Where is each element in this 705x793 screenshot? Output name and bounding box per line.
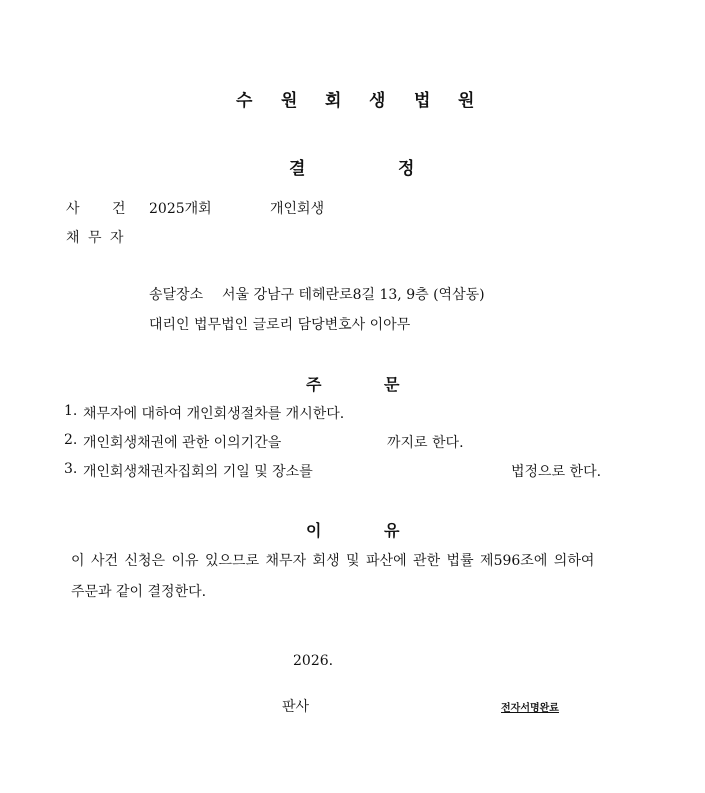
court-name-char: 회 (325, 91, 342, 111)
order-title-char: 주 (306, 375, 322, 394)
electronic-signature: 전자서명완료 (501, 703, 559, 714)
reason-title-char: 이 (306, 521, 322, 540)
decision-title-char: 정 (398, 159, 415, 179)
judge-label: 판사 (282, 699, 310, 715)
agent-line: 대리인 법무법인 글로리 담당변호사 이아무 (149, 317, 411, 333)
order-item-tail: 법정으로 한다. (511, 464, 602, 480)
court-name-char: 수 (236, 91, 253, 111)
order-item-number: 1. (64, 403, 78, 419)
court-name-char: 원 (281, 91, 298, 111)
service-label: 송달장소 (149, 287, 204, 303)
case-label-char: 건 (112, 201, 126, 217)
order-item-text: 채무자에 대하여 개인회생절차를 개시한다. (83, 406, 345, 422)
case-type: 개인회생 (270, 201, 325, 217)
court-name-char: 원 (458, 91, 475, 111)
service-address: 서울 강남구 테헤란로8길 13, 9층 (역삼동) (222, 287, 485, 303)
debtor-label: 채 무 자 (66, 230, 124, 246)
order-item-text: 개인회생채권자집회의 기일 및 장소를 (83, 464, 313, 480)
case-label-char: 사 (66, 201, 80, 217)
order-item-number: 2. (64, 432, 78, 448)
case-number: 2025개회 (149, 201, 212, 217)
court-name-char: 생 (369, 91, 386, 111)
order-item-number: 3. (64, 461, 78, 477)
court-name-char: 법 (414, 91, 431, 111)
decision-title-char: 결 (289, 159, 306, 179)
decision-date: 2026. (293, 653, 334, 669)
reason-title-char: 유 (384, 521, 400, 540)
reason-line: 이 사건 신청은 이유 있으므로 채무자 회생 및 파산에 관한 법률 제596조에 의하여 (71, 553, 595, 569)
order-item-text: 개인회생채권에 관한 이의기간을 (83, 435, 282, 451)
order-item-tail: 까지로 한다. (387, 435, 464, 451)
order-title-char: 문 (384, 375, 400, 394)
reason-line: 주문과 같이 결정한다. (71, 584, 207, 600)
